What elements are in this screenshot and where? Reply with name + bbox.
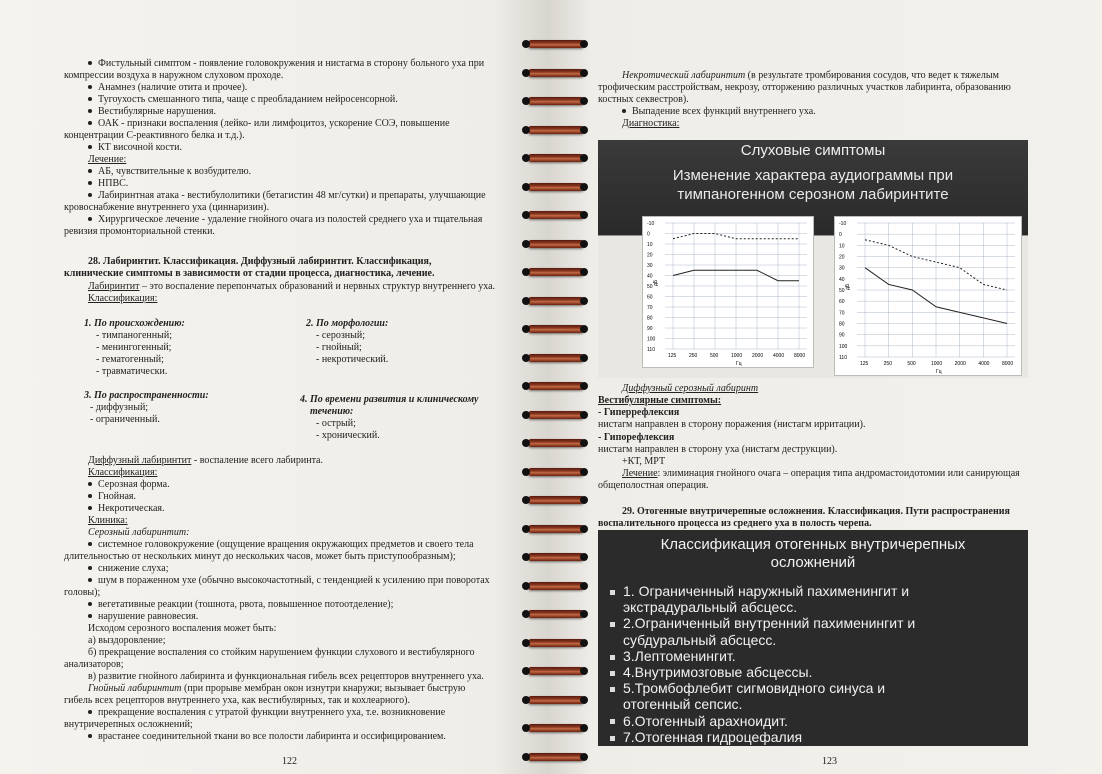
bullet-dot [88, 614, 92, 618]
x-tick-label: 250 [883, 361, 893, 367]
form-item: Серозная форма. [88, 479, 170, 491]
punch-hole [522, 382, 530, 390]
slide-subtitle: Изменение характера аудиограммы при тимпаногенном серозном лабиринтите [672, 167, 954, 203]
spiral-ring [528, 667, 584, 675]
x-tick-label: 8000 [794, 353, 806, 359]
class-item: - менингогенный; [96, 342, 172, 353]
spiral-ring [528, 496, 584, 504]
punch-hole [522, 468, 530, 476]
punch-hole [522, 325, 530, 333]
x-tick-label: 1000 [731, 353, 743, 359]
bullet-dot [88, 109, 92, 113]
class-item: - острый; [316, 418, 356, 429]
x-tick-label: 4000 [773, 353, 785, 359]
text-line: компрессии воздуха в наружном слуховом проходе. [64, 70, 284, 81]
hyperreflexia: - Гиперрефлексия [598, 407, 680, 418]
class-item: - хронический. [316, 430, 380, 441]
form-item: Гнойная. [88, 491, 136, 503]
text-line: АБ, чувствительные к возбудителю. [88, 166, 251, 178]
left-page [0, 0, 548, 774]
punch-hole [522, 582, 530, 590]
treatment: Лечение: элиминация гнойного очага – операция типа андромастоидотомии или санирующая [622, 468, 1020, 479]
text-line: длительностью от нескольких минут до нескольких часов, может быть приступообразным); [64, 551, 456, 562]
spiral-ring [528, 639, 584, 647]
x-tick-label: 2000 [954, 361, 966, 367]
x-tick-label: 2000 [752, 353, 764, 359]
punch-hole [522, 40, 530, 48]
x-tick-label: 250 [689, 353, 698, 359]
form-item: Некротическая. [88, 503, 165, 515]
y-tick-label: 80 [647, 315, 653, 322]
audiogram-left-plot [643, 217, 813, 367]
punch-hole [580, 382, 588, 390]
text-line: Лабиринтная атака - вестибулолитики (бетагистин 48 мг/сутки) и препараты, улучшающие [88, 190, 486, 202]
purulent-para-cont: гибель всех рецепторов внутреннего уха, как вестибулярных, так и кохлеарного). [64, 695, 410, 706]
y-tick-label: 100 [647, 336, 656, 343]
bullet-dot [88, 181, 92, 185]
punch-hole [580, 496, 588, 504]
punch-hole [580, 211, 588, 219]
bullet-square [610, 590, 615, 595]
heading-29: 29. Отогенные внутричерепные осложнения. Классификация. Пути распространения [622, 506, 1010, 517]
complication-item: 6.Отогенный арахноидит. [610, 714, 788, 729]
spiral-ring [528, 411, 584, 419]
bullet-dot [88, 217, 92, 221]
text-line: нарушение равновесия. [88, 611, 198, 623]
spiral-ring [528, 582, 584, 590]
purulent-para: Гнойный лабиринтит (при прорыве мембран окон изнутри кнаружи; вызывает быструю [88, 683, 466, 694]
text-line: кровоснабжение внутреннего уха (циннаризин). [64, 202, 269, 213]
clinic-label: Клиника: [88, 515, 128, 526]
bullet-dot [88, 61, 92, 65]
punch-hole [580, 582, 588, 590]
spiral-binding [520, 0, 590, 774]
bullet-dot [88, 85, 92, 89]
class-group-title: 4. По времени развития и клиническому [300, 394, 479, 405]
bullet-dot [88, 578, 92, 582]
text-line: в) развитие гнойного лабиринта и функциональная гибель всех рецепторов внутреннего уха. [88, 671, 484, 682]
class-group-title: 1. По происхождению: [84, 318, 185, 329]
y-tick-label: 110 [839, 355, 847, 361]
bullet-dot [88, 710, 92, 714]
punch-hole [522, 496, 530, 504]
punch-hole [522, 553, 530, 561]
hyporeflexia: - Гипорефлексия [598, 432, 675, 443]
spiral-ring [528, 325, 584, 333]
spiral-ring [528, 183, 584, 191]
class-item: - ограниченный. [90, 414, 160, 425]
text-line: Фистульный симптом - появление головокружения и нистагма в сторону больного уха при [88, 58, 484, 70]
audiogram-right-plot [835, 217, 1021, 375]
punch-hole [522, 667, 530, 675]
punch-hole [580, 297, 588, 305]
heading-28: 28. Лабиринтит. Классификация. Диффузный лабиринтит. Классификация, [88, 256, 432, 267]
punch-hole [580, 268, 588, 276]
punch-hole [522, 211, 530, 219]
y-tick-label: 90 [839, 332, 845, 339]
class-group-title: 2. По морфологии: [306, 318, 389, 329]
y-tick-label: 40 [839, 276, 845, 283]
x-tick-label: 4000 [978, 361, 990, 367]
diagnostics-label: Диагностика: [622, 118, 680, 129]
spiral-ring [528, 154, 584, 162]
bullet-dot [88, 121, 92, 125]
slide-title: Классификация отогенных внутричерепных осложнений [660, 536, 966, 571]
punch-hole [522, 154, 530, 162]
punch-hole [580, 354, 588, 362]
spiral-ring [528, 439, 584, 447]
necrotic-para-cont: костных секвестров). [598, 94, 689, 105]
spiral-ring [528, 382, 584, 390]
y-tick-label: 50 [647, 284, 653, 290]
class-group-title-cont: течению: [310, 406, 354, 417]
complications-slide [598, 530, 1028, 746]
text-line: снижение слуха; [88, 563, 169, 575]
bullet-square [610, 622, 615, 627]
y-tick-label: 60 [647, 294, 653, 301]
hyperreflexia-text: нистагм направлен в сторону поражения (нистагм ирритации). [598, 419, 866, 430]
class-item: - травматически. [96, 366, 168, 377]
text-line: Исходом серозного воспаления может быть: [88, 623, 277, 634]
heading-29-cont: воспалительного процесса из среднего уха в полость черепа. [598, 518, 872, 529]
punch-hole [580, 183, 588, 191]
text-line: системное головокружение (ощущение вращения окружающих предметов и своего тела [88, 539, 474, 551]
punch-hole [522, 753, 530, 761]
complication-item: отогенный сепсис. [623, 696, 743, 713]
spiral-ring [528, 696, 584, 704]
text-line: Вестибулярные нарушения. [88, 106, 216, 118]
text-line: Лечение: [88, 154, 127, 165]
y-tick-label: 0 [839, 232, 842, 239]
y-tick-label: 20 [839, 254, 845, 261]
complication-item: 1. Ограниченный наружный пахименингит и [610, 584, 909, 599]
complication-item: 4.Внутримозговые абсцессы. [610, 665, 812, 680]
heading-28-cont: клинические симптомы в зависимости от стадии процесса, диагностика, лечение. [64, 268, 435, 279]
class-group-title: 3. По распространенности: [84, 390, 209, 401]
class-item: - некротический. [316, 354, 389, 365]
spiral-ring [528, 97, 584, 105]
punch-hole [580, 97, 588, 105]
class-item: - гнойный; [316, 342, 362, 353]
bullet-square [610, 719, 615, 724]
audiogram-left [642, 216, 814, 368]
y-axis-label: дБ [653, 279, 659, 286]
spiral-ring [528, 753, 584, 761]
text-line: анализаторов; [64, 659, 124, 670]
text-line: ревизия промонториальной стенки. [64, 226, 215, 237]
text-line: врастанее соединительной ткани во все полости лабиринта и оссифицированием. [88, 731, 446, 743]
complication-item: 5.Тромбофлебит сигмовидного синуса и [610, 681, 885, 696]
y-tick-label: 10 [647, 242, 653, 248]
x-axis-label: Гц [736, 361, 742, 367]
punch-hole [580, 325, 588, 333]
bullet-dot [88, 566, 92, 570]
x-tick-label: 500 [907, 361, 916, 367]
text-line: Анамнез (наличие отита и прочее). [88, 82, 247, 94]
serous-label: Серозный лабиринтит: [88, 527, 190, 538]
y-tick-label: 30 [839, 265, 845, 272]
class-item: - тимпаногенный; [96, 330, 172, 341]
x-axis-label: Гц [936, 369, 942, 375]
complication-item: 2.Ограниченный внутренний пахименингит и [610, 616, 915, 631]
spiral-ring [528, 724, 584, 732]
y-tick-label: -10 [647, 221, 655, 227]
audiogram-right [834, 216, 1022, 376]
class-item: - гематогенный; [96, 354, 164, 365]
slide-title: Слуховые симптомы [740, 142, 886, 159]
punch-hole [522, 610, 530, 618]
bullet-item: Выпадение всех функций внутреннего уха. [622, 106, 816, 118]
punch-hole [580, 468, 588, 476]
spiral-ring [528, 268, 584, 276]
spiral-ring [528, 468, 584, 476]
y-tick-label: 30 [647, 263, 653, 269]
x-tick-label: 125 [860, 361, 869, 367]
text-line: концентрации С-реактивного белка и т.д.). [64, 130, 245, 141]
punch-hole [522, 411, 530, 419]
punch-hole [522, 696, 530, 704]
bullet-square [610, 736, 615, 741]
page-number: 122 [282, 756, 297, 767]
y-axis-label: дБ [845, 283, 851, 290]
text-line: КТ височной кости. [88, 142, 182, 154]
punch-hole [580, 126, 588, 134]
complication-item: 7.Отогенная гидроцефалия [610, 730, 802, 745]
x-tick-label: 8000 [1002, 361, 1014, 367]
y-tick-label: 50 [839, 288, 845, 294]
x-tick-label: 1000 [931, 361, 943, 367]
punch-hole [580, 610, 588, 618]
punch-hole [522, 69, 530, 77]
spiral-ring [528, 610, 584, 618]
treatment-cont: общеполостная операция. [598, 480, 709, 491]
punch-hole [522, 724, 530, 732]
bullet-square [610, 687, 615, 692]
text-line: Тугоухость смешанного типа, чаще с преобладанием нейросенсорной. [88, 94, 398, 106]
spiral-ring [528, 525, 584, 533]
punch-hole [580, 69, 588, 77]
text-line: НПВС. [88, 178, 128, 190]
text-line: ОАК - признаки воспаления (лейко- или лимфоцитоз, ускорение СОЭ, повышение [88, 118, 450, 130]
punch-hole [522, 97, 530, 105]
punch-hole [580, 525, 588, 533]
class-item: - диффузный; [90, 402, 149, 413]
y-tick-label: -10 [839, 221, 847, 227]
y-tick-label: 110 [647, 347, 655, 353]
text-line: а) выздоровление; [88, 635, 166, 646]
bullet-dot [88, 193, 92, 197]
spiral-ring [528, 240, 584, 248]
page-number: 123 [822, 756, 837, 767]
y-tick-label: 60 [839, 299, 845, 306]
text-line: вегетативные реакции (тошнота, рвота, повышенное потоотделение); [88, 599, 393, 611]
spiral-ring [528, 553, 584, 561]
punch-hole [522, 297, 530, 305]
bullet-dot [88, 542, 92, 546]
punch-hole [522, 126, 530, 134]
diffuse-definition: Диффузный лабиринтит - воспаление всего лабиринта. [88, 455, 323, 466]
punch-hole [580, 439, 588, 447]
punch-hole [580, 40, 588, 48]
x-tick-label: 500 [710, 353, 719, 359]
y-tick-label: 80 [839, 321, 845, 328]
diffuse-serous-label: Диффузный серозный лабиринт [622, 383, 759, 394]
bullet-dot [88, 602, 92, 606]
bullet-dot [88, 169, 92, 173]
y-tick-label: 0 [647, 231, 650, 238]
text-line: шум в пораженном ухе (обычно высокочастотный, с тенденцией к усилению при поворотах [88, 575, 490, 587]
text-line: внутричерепных осложнений; [64, 719, 193, 730]
punch-hole [580, 411, 588, 419]
punch-hole [580, 553, 588, 561]
y-tick-label: 100 [839, 343, 848, 350]
punch-hole [522, 268, 530, 276]
y-tick-label: 20 [647, 252, 653, 259]
punch-hole [522, 639, 530, 647]
y-tick-label: 10 [839, 243, 845, 250]
complication-item: 3.Лептоменингит. [610, 649, 736, 664]
classification-label: Классификация: [88, 293, 158, 304]
punch-hole [522, 439, 530, 447]
punch-hole [580, 240, 588, 248]
text-line: прекращение воспаления с утратой функции внутреннего уха, т.е. возникновение [88, 707, 445, 719]
spiral-ring [528, 297, 584, 305]
spiral-ring [528, 69, 584, 77]
text-line: Хирургическое лечение - удаление гнойного очага из полостей среднего уха и тщательная [88, 214, 482, 226]
y-tick-label: 70 [839, 310, 845, 317]
punch-hole [522, 525, 530, 533]
complication-item: экстрадуральный абсцесс. [623, 599, 798, 616]
bullet-square [610, 655, 615, 660]
punch-hole [522, 240, 530, 248]
punch-hole [580, 667, 588, 675]
bullet-dot [88, 145, 92, 149]
punch-hole [580, 696, 588, 704]
bullet-dot [88, 734, 92, 738]
punch-hole [580, 639, 588, 647]
punch-hole [522, 354, 530, 362]
text-line: головы); [64, 587, 101, 598]
spiral-ring [528, 40, 584, 48]
complication-item: субдуральный абсцесс. [623, 631, 777, 648]
hyporeflexia-text: нистагм направлен в сторону уха (нистагм деструкции). [598, 444, 838, 455]
spiral-ring [528, 126, 584, 134]
class-item: - серозный; [316, 330, 365, 341]
punch-hole [522, 183, 530, 191]
bullet-square [610, 671, 615, 676]
necrotic-para: Некротический лабиринтит (в результате тромбирования сосудов, что ведет к тяжелым [622, 70, 999, 81]
audiogram-slide [598, 140, 1028, 378]
y-tick-label: 70 [647, 305, 653, 311]
punch-hole [580, 724, 588, 732]
y-tick-label: 40 [647, 273, 653, 280]
classification-label: Классификация: [88, 467, 158, 478]
punch-hole [580, 753, 588, 761]
necrotic-para-cont: трофическим расстройствам, некрозу, отторжению различных участков лабиринта, образованию [598, 82, 1011, 93]
vestibular-label: Вестибулярные симптомы: [598, 395, 722, 406]
y-tick-label: 90 [647, 326, 653, 332]
x-tick-label: 125 [668, 353, 677, 359]
spiral-ring [528, 211, 584, 219]
bullet-dot [88, 97, 92, 101]
text-line: б) прекращение воспаления со стойким нарушением функции слухового и вестибулярного [88, 647, 475, 658]
punch-hole [580, 154, 588, 162]
spiral-ring [528, 354, 584, 362]
ct-mri: +КТ, МРТ [622, 456, 666, 467]
definition: Лабиринтит – это воспаление перепончатых образований и нервных структур внутреннего уха. [88, 281, 496, 292]
